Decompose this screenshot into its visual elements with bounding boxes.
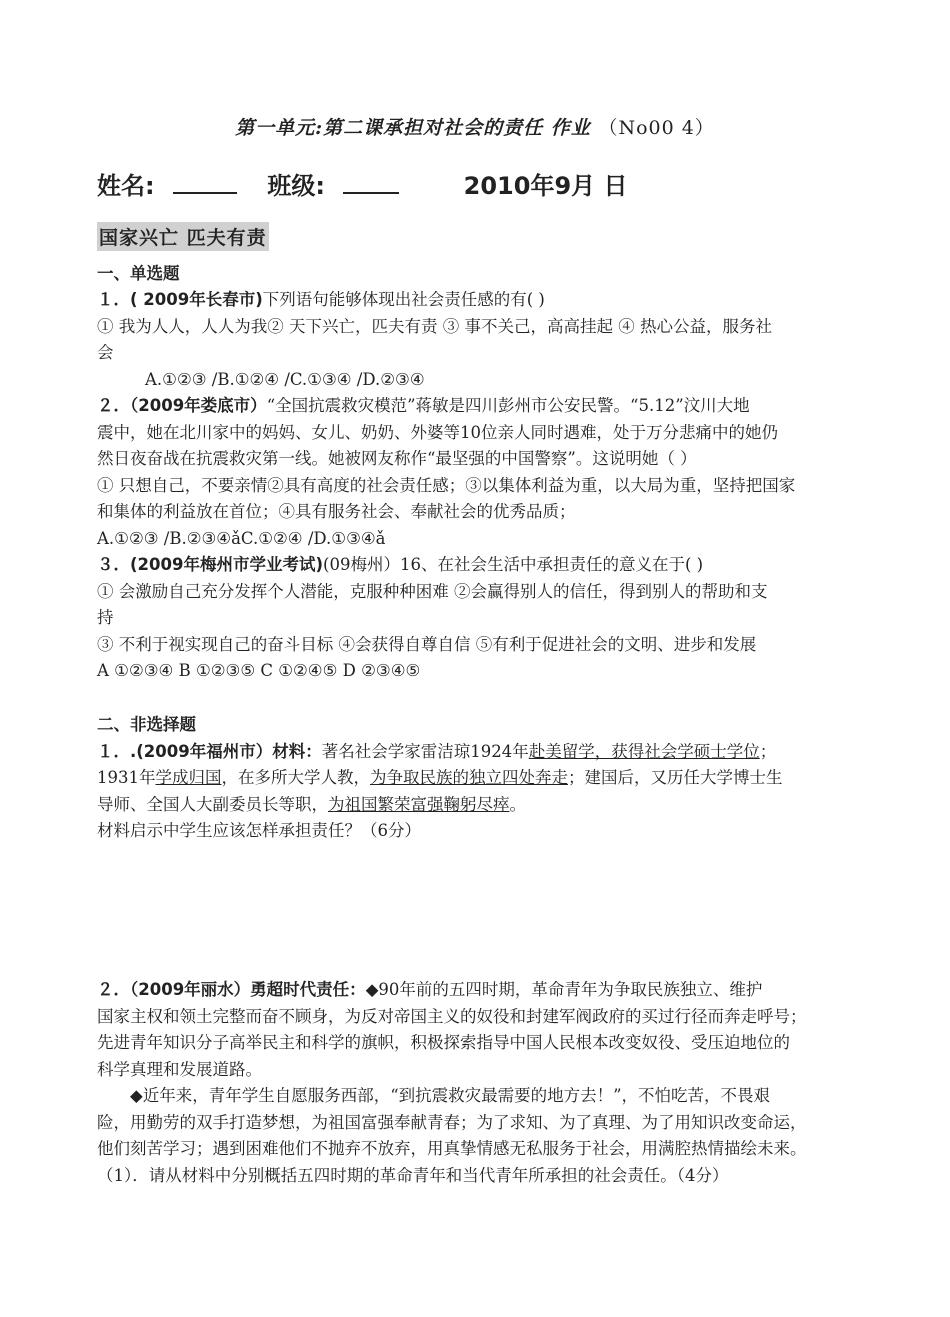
- p2q2-text-3: 先进青年知识分子高举民主和科学的旗帜，积极探索指导中国人民根本改变奴役、受压迫地位的: [97, 1033, 790, 1052]
- q1-options: A.①②③ /B.①②④ /C.①③④ /D.②③④: [145, 370, 425, 389]
- p2q2-text-6: 险，用勤劳的双手打造梦想，为祖国富强奉献青春；为了求知、为了真理、为了用知识改变命运，: [97, 1113, 807, 1132]
- q2-text-3: 然日夜奋战在抗震救灾第一线。她被网友称作“最坚强的中国警察”。这说明她（ ）: [97, 449, 697, 468]
- p2q1-l2-b: ，在多所大学人教，: [221, 768, 370, 787]
- q3-statements-2: ③ 不利于视实现自己的奋斗目标 ④会获得自尊自信 ⑤有利于促进社会的文明、进步和发展: [97, 635, 757, 654]
- p2q1-number: １．: [97, 742, 130, 761]
- p2q1-text-b: ；: [759, 742, 777, 761]
- student-info-row: [97, 166, 628, 201]
- p2q1-underline-2: 学成归国: [155, 768, 222, 787]
- p2q1-l2-c: ；建国后，又历任大学博士生: [568, 768, 783, 787]
- document-title: [0, 113, 950, 140]
- name-label: 姓名:: [97, 172, 155, 200]
- p2q1-question: 材料启示中学生应该怎样承担责任？（6分）: [97, 821, 421, 840]
- q3-statements: ① 会激励自己充分发挥个人潜能，克服种种困难 ②会赢得别人的信任，得到别人的帮助和支: [97, 582, 768, 601]
- q1-statements: ① 我为人人，人人为我② 天下兴亡，匹夫有责 ③ 事不关己，高高挂起 ④ 热心公益，服务社: [97, 317, 772, 336]
- q3-source: (2009年梅州市学业考试): [130, 555, 324, 574]
- section-heading: 国家兴亡 匹夫有责: [97, 222, 269, 251]
- p2q2-number: ２．: [97, 980, 130, 999]
- q1-statements-cont: 会: [97, 343, 114, 362]
- p2q2-text-4: 科学真理和发展道路。: [97, 1060, 262, 1079]
- part1-heading: 一、单选题: [97, 264, 180, 283]
- p2q1-source: .(2009年福州市）材料：: [130, 742, 322, 761]
- p2q1-underline-3: 为争取民族的独立四处奔走: [370, 768, 568, 787]
- q2-number: ２．: [97, 396, 130, 415]
- q2-source: （2009年娄底市）: [130, 396, 267, 415]
- q2-statements: ① 只想自己，不要亲情②具有高度的社会责任感；③以集体利益为重，以大局为重，坚持把国家: [97, 476, 796, 495]
- p2q1-l3-b: 。: [509, 795, 526, 814]
- part2-heading: 二、非选择题: [97, 715, 196, 734]
- q2-text: “全国抗震救灾模范”蒋敏是四川彭州市公安民警。“5.12”汶川大地: [266, 396, 750, 415]
- class-label: 班级:: [267, 172, 325, 200]
- p2q2-text-2: 国家主权和领土完整而奋不顾身，为反对帝国主义的奴役和封建军阀政府的买过行径而奔走呼号；: [97, 1007, 807, 1026]
- q1-source: ( 2009年长春市): [130, 290, 263, 309]
- p2q2-line: [97, 977, 762, 1003]
- p2q1-l2-a: 1931年: [97, 768, 156, 787]
- p2q1-line: [97, 739, 776, 765]
- p2q1-text-a: 著名社会学家雷洁琼1924年: [321, 742, 529, 761]
- q3-text: (09梅州）16、在社会生活中承担责任的意义在于( ): [323, 555, 704, 574]
- p2q2-text: ◆90年前的五四时期，革命青年为争取民族独立、维护: [365, 980, 763, 999]
- p2q2-text-5: ◆近年来，青年学生自愿服务西部，“到抗震救灾最需要的地方去！”，不怕吃苦，不畏艰: [130, 1086, 771, 1105]
- p2q2-source: （2009年丽水）勇超时代责任：: [130, 980, 366, 999]
- q2-options: A.①②③ /B.②③④ǎC.①②④ /D.①③④ǎ: [97, 529, 386, 548]
- q2-statements-cont: 和集体的利益放在首位；④具有服务社会、奉献社会的优秀品质；: [97, 502, 576, 521]
- class-blank: [343, 170, 399, 194]
- name-blank: [173, 170, 237, 194]
- q3-number: ３．: [97, 555, 130, 574]
- q3-line: [97, 552, 703, 578]
- assignment-number: （No00 4）: [598, 117, 715, 139]
- p2q2-subquestion-1: （1）．请从材料中分别概括五四时期的革命青年和当代青年所承担的社会责任。（4分）: [97, 1166, 729, 1185]
- q1-number: １．: [97, 290, 130, 309]
- title-text: 第一单元:第二课承担对社会的责任 作业: [235, 117, 591, 139]
- p2q1-underline-1: 赴美留学，获得社会学硕士学位: [528, 742, 760, 761]
- p2q1-line-2: [97, 765, 783, 791]
- q2-line: [97, 393, 750, 419]
- q3-statements-cont: 持: [97, 608, 114, 627]
- p2q1-underline-4: 为祖国繁荣富强鞠躬尽瘁: [328, 795, 510, 814]
- p2q1-line-3: [97, 792, 526, 818]
- q1-line: [97, 287, 545, 313]
- q2-text-2: 震中，她在北川家中的妈妈、女儿、奶奶、外婆等10位亲人同时遇难，处于万分悲痛中的她仍: [97, 423, 778, 442]
- p2q1-l3-a: 导师、全国人大副委员长等职，: [97, 795, 328, 814]
- q1-text: 下列语句能够体现出社会责任感的有( ): [262, 290, 545, 309]
- p2q2-text-7: 他们刻苦学习；遇到困难他们不抛弃不放弃，用真挚情感无私服务于社会，用满腔热情描绘未来。: [97, 1139, 807, 1158]
- date-text: 2010年9月 日: [463, 172, 628, 200]
- q3-options: A ①②③④ B ①②③⑤ C ①②④⑤ D ②③④⑤: [97, 661, 421, 680]
